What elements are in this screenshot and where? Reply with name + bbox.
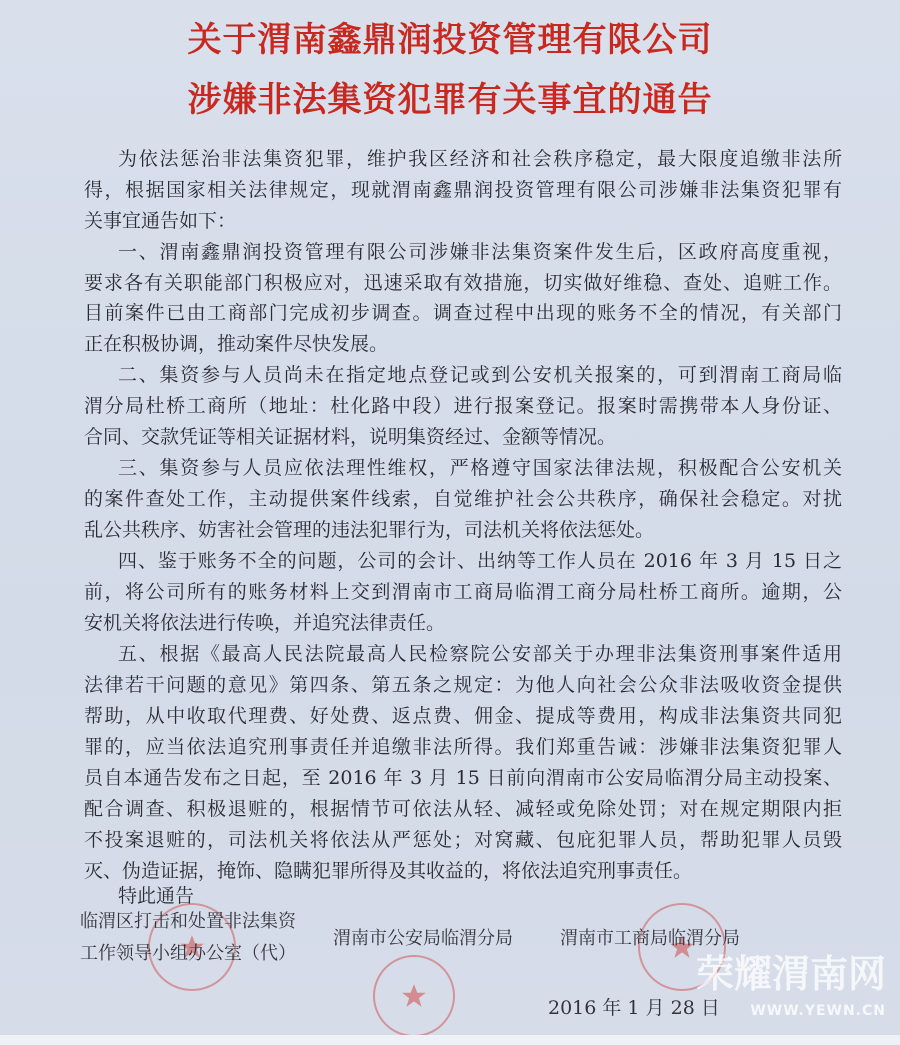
body-line: 配合调查、积极退赃的，根据情节可依法从轻、减轻或免除处罚；对在规定期限内拒	[84, 798, 842, 820]
signature-police: 渭南市公安局临渭分局	[333, 928, 513, 949]
body-line: 不投案退赃的，司法机关将依法从严惩处；对窝藏、包庇犯罪人员，帮助犯罪人员毁	[84, 829, 842, 851]
body-line: 的案件查处工作，主动提供案件线索，自觉维护社会公共秩序，确保社会稳定。对扰	[84, 488, 842, 510]
notice-title-line-1: 关于渭南鑫鼎润投资管理有限公司	[187, 20, 713, 60]
signature-office-line-2: 工作领导小组办公室（代）	[80, 943, 296, 964]
body-line: 员自本通告发布之日起，至 2016 年 3 月 15 日前向渭南市公安局临渭分局主动投案、	[84, 767, 842, 789]
body-line: 帮助，从中收取代理费、好处费、返点费、佣金、提成等费用，构成非法集资共同犯	[84, 705, 842, 727]
bottom-strip	[0, 1035, 900, 1045]
body-line: 合同、交款凭证等相关证据材料，说明集资经过、金额等情况。	[84, 426, 617, 448]
watermark-site: WWW.YEWN.CN	[750, 1003, 886, 1019]
body-line: 要求各有关职能部门积极应对，迅速采取有效措施，切实做好维稳、查处、追赃工作。	[84, 272, 842, 294]
body-line: 关事宜通告如下：	[84, 210, 237, 232]
body-line: 前，将公司所有的账务材料上交到渭南市工商局临渭工商分局杜桥工商所。逾期，公	[84, 581, 842, 603]
body-line: 罪的，应当依法追究刑事责任并追缴非法所得。我们郑重告诫：涉嫌非法集资犯罪人	[84, 736, 842, 758]
star-icon	[401, 983, 427, 1009]
signature-office-line-1: 临渭区打击和处置非法集资	[80, 911, 296, 932]
signature-commerce: 渭南市工商局临渭分局	[560, 928, 740, 949]
body-line: 乱公共秩序、妨害社会管理的违法犯罪行为，司法机关将依法惩处。	[84, 519, 655, 541]
body-line: 特此通告	[118, 885, 195, 907]
body-line: 目前案件已由工商部门完成初步调查。调查过程中出现的账务不全的情况，有关部门	[84, 302, 842, 324]
body-line: 五、根据《最高人民法院最高人民检察院公安部关于办理非法集资刑事案件适用	[118, 643, 842, 665]
body-line: 二、集资参与人员尚未在指定地点登记或到公安机关报案的，可到渭南工商局临	[118, 364, 842, 386]
body-line: 一、渭南鑫鼎润投资管理有限公司涉嫌非法集资案件发生后，区政府高度重视，	[118, 241, 842, 263]
body-line: 渭分局杜桥工商所（地址：杜化路中段）进行报案登记。报案时需携带本人身份证、	[84, 395, 842, 417]
body-line: 法律若干问题的意见》第四条、第五条之规定：为他人向社会公众非法吸收资金提供	[84, 674, 842, 696]
body-line: 正在积极协调，推动案件尽快发展。	[84, 333, 389, 355]
watermark-logo: 荣耀渭南网	[695, 952, 886, 996]
police-stamp-icon	[373, 955, 455, 1037]
body-line: 四、鉴于账务不全的问题，公司的会计、出纳等工作人员在 2016 年 3 月 15 日之	[118, 550, 842, 572]
body-line: 为依法惩治非法集资犯罪，维护我区经济和社会秩序稳定，最大限度追缴非法所	[118, 148, 842, 170]
body-line: 安机关将依法进行传唤，并追究法律责任。	[84, 612, 446, 634]
body-line: 灭、伪造证据，掩饰、隐瞒犯罪所得及其收益的，将依法追究刑事责任。	[84, 860, 693, 882]
body-line: 得，根据国家相关法律规定，现就渭南鑫鼎润投资管理有限公司涉嫌非法集资犯罪有	[84, 179, 842, 201]
notice-title-line-2: 涉嫌非法集资犯罪有关事宜的通告	[187, 80, 713, 120]
body-line: 三、集资参与人员应依法理性维权，严格遵守国家法律法规，积极配合公安机关	[118, 457, 842, 479]
notice-date: 2016 年 1 月 28 日	[548, 997, 720, 1019]
